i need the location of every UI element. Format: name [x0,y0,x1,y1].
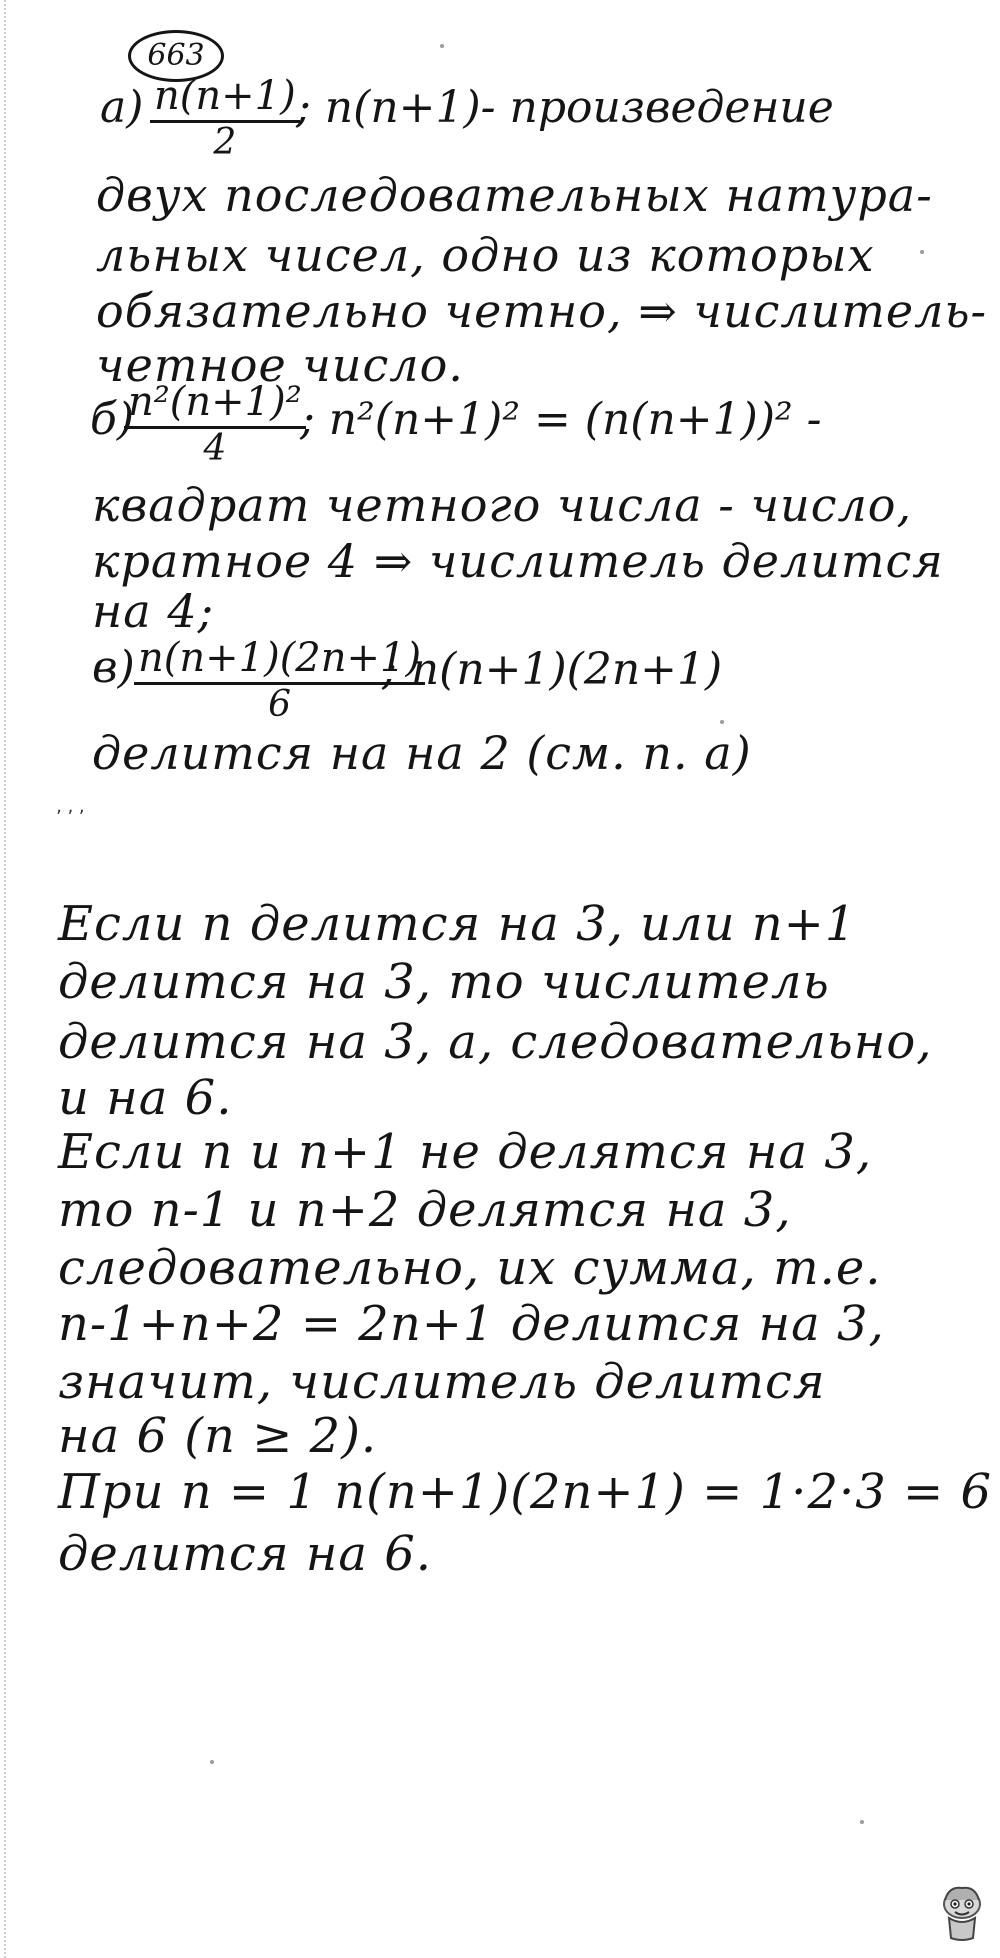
continuation-line-6: то n-1 и n+2 делятся на 3, [58,1182,792,1238]
part-a-line-1: двух последовательных натура- [96,168,933,222]
part-b-fraction [124,380,306,469]
part-a-line-4: четное число. [96,338,464,392]
part-b-line-3: на 4; [92,584,215,638]
part-a-label: а) [100,82,144,133]
part-a-line-2: льных чисел, одно из которых [96,228,875,282]
part-b-line-2: кратное 4 ⇒ числитель делится [92,534,944,588]
continuation-line-7: следовательно, их сумма, т.е. [58,1240,882,1296]
scan-speck [440,44,444,48]
continuation-line-8: n-1+n+2 = 2n+1 делится на 3, [58,1296,885,1352]
stray-marks: ‚ ‚ , [56,796,85,817]
mascot-logo-icon [935,1882,989,1942]
part-b-after: ; n²(n+1)² = (n(n+1))² - [300,394,822,445]
part-b-label: б) [90,394,135,445]
continuation-line-11: При n = 1 n(n+1)(2n+1) = 1·2·3 = 6 [58,1464,993,1520]
part-b-numerator: n²(n+1)² [124,380,306,429]
part-c-line-1: делится на на 2 (см. п. а) [92,726,752,780]
part-b-line-1: квадрат четного числа - число, [92,478,913,532]
continuation-line-9: значит, числитель делится [58,1354,826,1410]
scan-speck [860,1820,864,1824]
continuation-line-3: делится на 3, а, следовательно, [58,1014,933,1070]
part-b-denominator: 4 [203,428,227,469]
part-a-fraction [150,74,300,163]
continuation-line-10: на 6 (n ≥ 2). [58,1408,378,1464]
task-number: 663 [128,30,224,82]
part-c-denominator: 6 [268,684,291,725]
scan-speck [920,250,924,254]
continuation-line-1: Если n делится на 3, или n+1 [58,896,857,952]
continuation-line-2: делится на 3, то числитель [58,954,830,1010]
part-c-numerator: n(n+1)(2n+1) [134,636,425,685]
part-a-numerator: n(n+1) [150,74,300,123]
page-edge-mark [4,0,12,1958]
continuation-line-12: делится на 6. [58,1526,433,1582]
part-c-label: в) [92,642,135,693]
continuation-line-4: и на 6. [58,1070,233,1126]
scan-speck [720,720,724,724]
part-a-after: ; n(n+1)- произведение [296,82,834,133]
part-c-after: ; n(n+1)(2n+1) [382,644,723,695]
part-a-line-3: обязательно четно, ⇒ числитель- [96,284,988,338]
part-a-denominator: 2 [213,122,237,163]
scan-speck [210,1760,214,1764]
continuation-line-5: Если n и n+1 не делятся на 3, [58,1124,873,1180]
